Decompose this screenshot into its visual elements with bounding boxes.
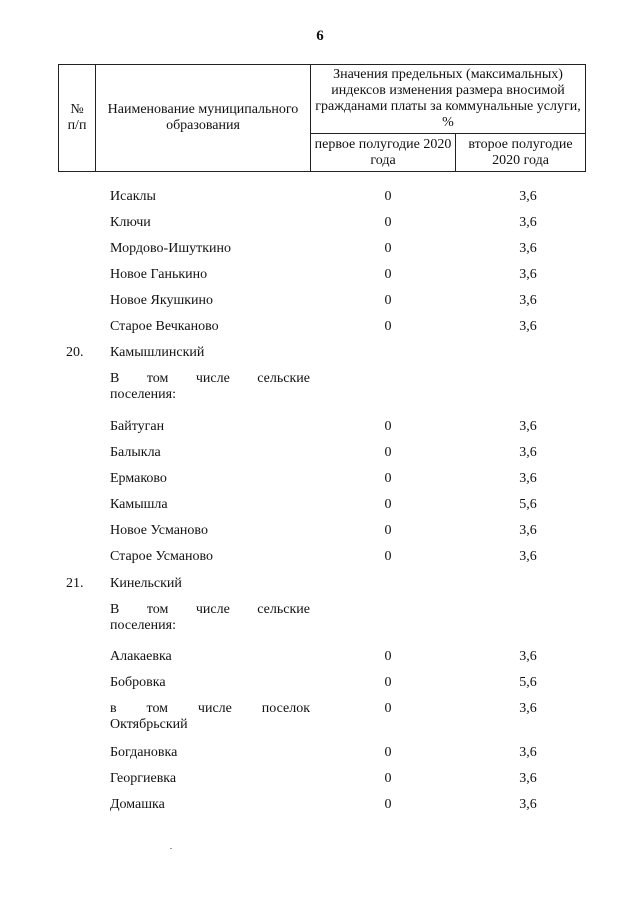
value-first-half: 0 <box>384 675 392 690</box>
header-name: Наименование муниципального образования <box>96 65 311 172</box>
value-second-half: 3,6 <box>519 319 537 334</box>
row-name: Старое Вечканово <box>110 319 219 334</box>
row-name: Алакаевка <box>110 649 172 664</box>
row-name: Богдановка <box>110 745 178 760</box>
value-second-half: 3,6 <box>519 189 537 204</box>
row-number: 20. <box>66 345 84 360</box>
row-name-cell <box>110 267 310 283</box>
value-second-half: 3,6 <box>519 523 537 538</box>
value-second-half: 3,6 <box>519 745 537 760</box>
row-name: Домашка <box>110 797 165 812</box>
value-first-half: 0 <box>384 797 392 812</box>
row-name: Исаклы <box>110 189 156 204</box>
row-name-cell <box>110 701 310 733</box>
row-name: Новое Ганькино <box>110 267 208 282</box>
value-second-half: 3,6 <box>519 771 537 786</box>
header-number: № п/п <box>59 65 96 172</box>
row-name: Камышлинский <box>110 345 205 360</box>
row-name-cell <box>110 675 310 691</box>
value-second-half: 3,6 <box>519 267 537 282</box>
table-header <box>58 64 586 172</box>
value-first-half: 0 <box>384 649 392 664</box>
row-name-cell <box>110 523 310 539</box>
value-second-half: 3,6 <box>519 445 537 460</box>
value-first-half: 0 <box>384 771 392 786</box>
row-name: Новое Якушкино <box>110 293 214 308</box>
header-second-half: второе полугодие 2020 года <box>456 134 586 172</box>
row-name-cell <box>110 649 310 665</box>
row-name-cell <box>110 189 310 205</box>
row-name: Балыкла <box>110 445 161 460</box>
value-second-half: 3,6 <box>519 797 537 812</box>
row-name-cell <box>110 345 310 361</box>
row-name: Мордово-Ишуткино <box>110 241 232 256</box>
row-name-cell <box>110 471 310 487</box>
row-name: Кинельский <box>110 576 182 591</box>
row-name-cell <box>110 549 310 565</box>
header-first-half: первое полугодие 2020 года <box>311 134 456 172</box>
value-second-half: 5,6 <box>519 497 537 512</box>
value-second-half: 3,6 <box>519 549 537 564</box>
row-name: Новое Усманово <box>110 523 208 538</box>
value-first-half: 0 <box>384 471 392 486</box>
value-first-half: 0 <box>384 293 392 308</box>
header-values: Значения предельных (максимальных) индексов изменения размера вносимой гражданами платы за коммунальные услуги, % <box>311 65 586 134</box>
page-number: 6 <box>316 28 324 44</box>
row-name-continued: поселения: <box>110 618 176 633</box>
value-second-half: 5,6 <box>519 675 537 690</box>
scan-mark <box>170 848 172 849</box>
row-name-cell <box>110 371 310 403</box>
value-first-half: 0 <box>384 419 392 434</box>
row-name: в том числе поселок <box>110 701 310 716</box>
row-name-cell <box>110 602 310 634</box>
row-name-cell <box>110 419 310 435</box>
value-first-half: 0 <box>384 445 392 460</box>
row-number: 21. <box>66 576 84 591</box>
row-name: Байтуган <box>110 419 165 434</box>
value-second-half: 3,6 <box>519 215 537 230</box>
row-name: Камышла <box>110 497 168 512</box>
value-first-half: 0 <box>384 549 392 564</box>
row-name-cell <box>110 241 310 257</box>
row-name-continued: поселения: <box>110 387 176 402</box>
row-name-cell <box>110 293 310 309</box>
row-name-cell <box>110 497 310 513</box>
row-name-cell <box>110 215 310 231</box>
row-name: Ключи <box>110 215 151 230</box>
row-name-continued: Октябрьский <box>110 717 188 732</box>
value-second-half: 3,6 <box>519 701 537 716</box>
value-first-half: 0 <box>384 745 392 760</box>
value-second-half: 3,6 <box>519 241 537 256</box>
row-name-cell <box>110 576 310 592</box>
row-name-cell <box>110 771 310 787</box>
row-name: Бобровка <box>110 675 166 690</box>
value-second-half: 3,6 <box>519 419 537 434</box>
value-first-half: 0 <box>384 319 392 334</box>
value-first-half: 0 <box>384 241 392 256</box>
row-name: В том числе сельские <box>110 371 310 386</box>
row-name-cell <box>110 445 310 461</box>
row-name-cell <box>110 319 310 335</box>
value-first-half: 0 <box>384 189 392 204</box>
row-name-cell <box>110 745 310 761</box>
value-first-half: 0 <box>384 701 392 716</box>
row-name-cell <box>110 797 310 813</box>
value-first-half: 0 <box>384 497 392 512</box>
value-first-half: 0 <box>384 215 392 230</box>
row-name: Георгиевка <box>110 771 177 786</box>
value-second-half: 3,6 <box>519 649 537 664</box>
value-second-half: 3,6 <box>519 293 537 308</box>
row-name: Старое Усманово <box>110 549 213 564</box>
row-name: Ермаково <box>110 471 167 486</box>
value-second-half: 3,6 <box>519 471 537 486</box>
row-name: В том числе сельские <box>110 602 310 617</box>
value-first-half: 0 <box>384 267 392 282</box>
value-first-half: 0 <box>384 523 392 538</box>
